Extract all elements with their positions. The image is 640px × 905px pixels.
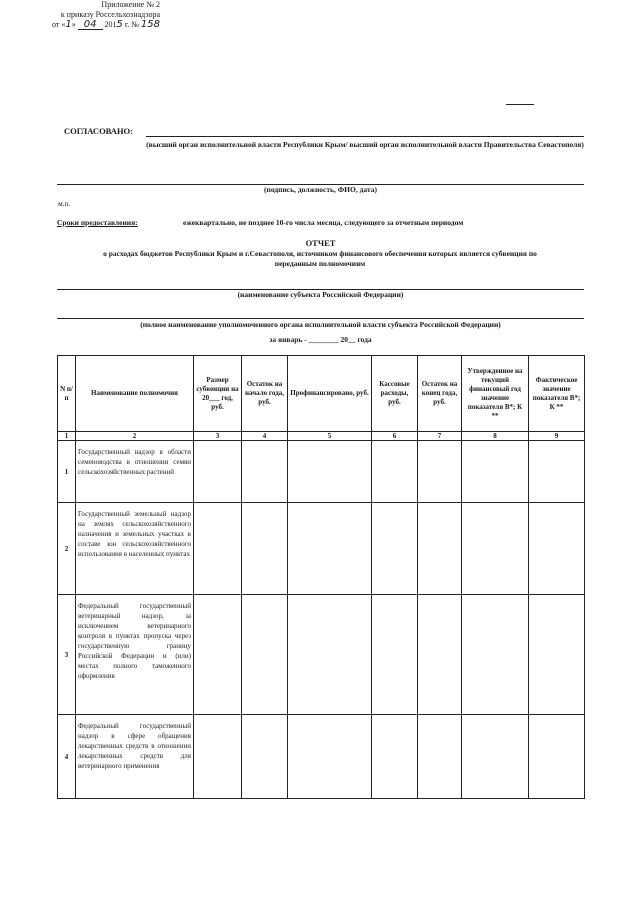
cell-financed: [288, 715, 372, 799]
cell-end-balance: [418, 715, 462, 799]
report-title: ОТЧЕТ: [305, 238, 336, 248]
row-authority-name: Государственный земельный надзор на землях сельскохозяйственного назначения и земельных участках в составе зон сельскохозяйственного использования в населенных пунктах: [76, 503, 194, 595]
header-financed: Профинансировано, руб.: [288, 356, 372, 432]
cell-approved: [462, 441, 529, 503]
column-number: 9: [529, 432, 585, 441]
header-n: N п/п: [58, 356, 76, 432]
column-number: 2: [76, 432, 194, 441]
authority-caption: (полное наименование уполномоченного органа исполнительной власти субъекта Российской Федерации): [140, 320, 501, 329]
row-number: 2: [58, 503, 76, 595]
authority-line: [57, 318, 584, 319]
header-subvention-size: Размер субвенции на 20___ год, руб.: [194, 356, 242, 432]
cell-approved: [462, 715, 529, 799]
header-cash-expenses: Кассовые расходы, руб.: [372, 356, 418, 432]
column-number: 7: [418, 432, 462, 441]
table-row: [58, 503, 585, 595]
header-start-balance: Остаток на начало года, руб.: [242, 356, 288, 432]
row-number: 3: [58, 595, 76, 715]
row-number: 4: [58, 715, 76, 799]
cell-actual: [529, 503, 585, 595]
subject-caption: (наименование субъекта Российской Федерации): [237, 290, 404, 299]
header-end-balance: Остаток на конец года, руб.: [418, 356, 462, 432]
row-authority-name: Федеральный государственный ветеринарный надзор, за исключением ветеринарного контроля в пунктах пропуска через государственную границу Российской Федерации и (или) местах полного таможенного оформления: [76, 595, 194, 715]
handwritten-day: 1: [65, 19, 72, 30]
cell-start-balance: [242, 441, 288, 503]
header-actual-indicator: Фактическое значение показателя В*; К **: [529, 356, 585, 432]
cell-cash-expenses: [372, 595, 418, 715]
cell-financed: [288, 503, 372, 595]
cell-start-balance: [242, 715, 288, 799]
cell-cash-expenses: [372, 503, 418, 595]
cell-subvention: [194, 441, 242, 503]
column-number: 1: [58, 432, 76, 441]
header-authority-name: Наименование полномочия: [76, 356, 194, 432]
row-number: 1: [58, 441, 76, 503]
cell-end-balance: [418, 441, 462, 503]
cell-subvention: [194, 715, 242, 799]
handwritten-year-digit: 5: [116, 19, 123, 30]
cell-cash-expenses: [372, 715, 418, 799]
cell-start-balance: [242, 595, 288, 715]
terms-value: ежеквартально, не позднее 10-го числа месяца, следующего за отчетным периодом: [183, 218, 464, 227]
column-number: 5: [288, 432, 372, 441]
cell-start-balance: [242, 503, 288, 595]
cell-subvention: [194, 595, 242, 715]
cell-approved: [462, 503, 529, 595]
cell-subvention: [194, 503, 242, 595]
cell-financed: [288, 595, 372, 715]
report-table: [57, 355, 585, 799]
cell-approved: [462, 595, 529, 715]
signature-caption: (подпись, должность, ФИО, дата): [264, 185, 377, 194]
appendix-order-ref: к приказу Россельхознадзора: [60, 10, 160, 19]
agreed-caption: (высший орган исполнительной власти Республики Крым/ высший орган исполнительной власти Правительства Севастополя): [146, 140, 584, 149]
column-number-row: [58, 432, 585, 441]
table-row: [58, 595, 585, 715]
column-number: 4: [242, 432, 288, 441]
appendix-underline: [506, 104, 534, 105]
column-number: 8: [462, 432, 529, 441]
handwritten-month: 04: [83, 19, 97, 30]
header-approved-indicator: Утвержденное на текущий финансовый год значение показателя В*; К **: [462, 356, 529, 432]
table-row: [58, 715, 585, 799]
cell-actual: [529, 715, 585, 799]
row-authority-name: Государственный надзор в области семеноводства в отношении семян сельскохозяйственных растений: [76, 441, 194, 503]
row-authority-name: Федеральный государственный надзор в сфере обращения лекарственных средств в отношении лекарственных средств для ветеринарного применения: [76, 715, 194, 799]
appendix-title: Приложение № 2: [101, 0, 160, 9]
agreed-fill-line: [146, 136, 584, 137]
cell-financed: [288, 441, 372, 503]
stamp-mark: м.п.: [58, 199, 71, 208]
cell-end-balance: [418, 503, 462, 595]
cell-actual: [529, 595, 585, 715]
report-period: за январь - ________ 20__ года: [269, 335, 372, 344]
cell-end-balance: [418, 595, 462, 715]
agreed-label: СОГЛАСОВАНО:: [64, 126, 134, 136]
cell-cash-expenses: [372, 441, 418, 503]
cell-actual: [529, 441, 585, 503]
handwritten-order-number: 158: [140, 19, 160, 30]
terms-label: Сроки предоставления:: [57, 218, 138, 227]
table-row: [58, 441, 585, 503]
column-number: 6: [372, 432, 418, 441]
column-number: 3: [194, 432, 242, 441]
appendix-header: [0, 0, 160, 30]
report-subtitle: о расходах бюджетов Республики Крым и г.Севастополя, источником финансового обеспечения которых является субвенция по переданным полномочиям: [103, 249, 537, 268]
appendix-date-line: от «1» 04 2015 г. № 158: [52, 19, 160, 30]
